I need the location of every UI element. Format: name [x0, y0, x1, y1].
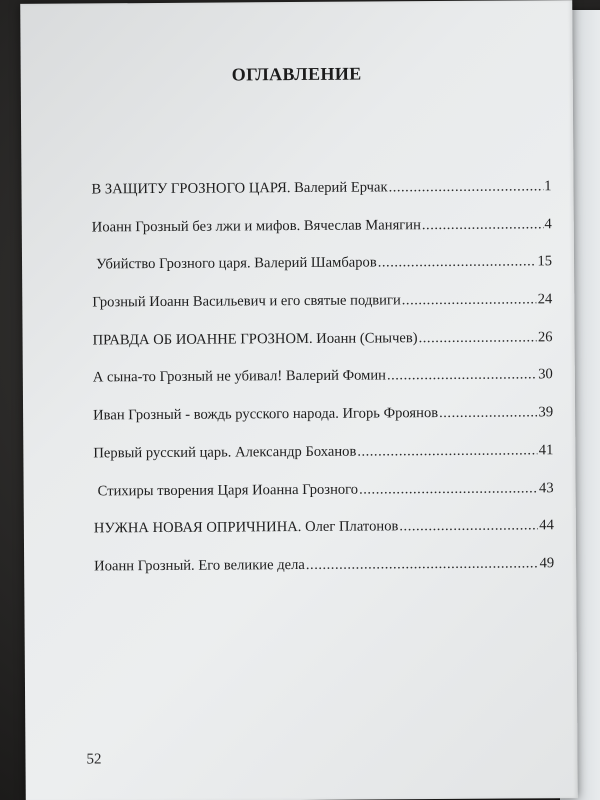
page-number: 52 — [86, 751, 102, 768]
toc-entry-page: 43 — [538, 479, 554, 496]
dot-leader — [387, 367, 537, 385]
toc-entry — [93, 329, 553, 357]
dot-leader — [402, 291, 537, 309]
dot-leader — [306, 555, 539, 574]
table-of-contents — [91, 178, 554, 596]
toc-entry-title: Убийство Грозного царя. Валерий Шамбаров — [95, 254, 377, 273]
toc-entry-page: 4 — [544, 215, 552, 232]
toc-entry-title: Первый русский царь. Александр Боханов — [93, 443, 357, 462]
toc-entry-title: Иоанн Грозный без лжи и мифов. Вячеслав Манягин — [91, 216, 421, 236]
toc-entry-page: 15 — [537, 253, 553, 270]
dot-leader — [357, 442, 538, 460]
toc-entry-page: 24 — [537, 291, 553, 308]
dot-leader — [389, 178, 544, 196]
toc-entry-page: 44 — [539, 517, 554, 534]
dot-leader — [439, 404, 538, 422]
dot-leader — [419, 329, 537, 347]
toc-entry-title: Иоанн Грозный. Его великие дела — [94, 556, 305, 575]
toc-entry-page: 39 — [538, 404, 554, 421]
toc-entry-title: ПРАВДА ОБ ИОАННЕ ГРОЗНОМ. Иоанн (Снычев) — [92, 329, 418, 349]
toc-entry — [92, 216, 552, 244]
toc-entry — [91, 178, 551, 206]
toc-entry-title: Стихиры творения Царя Иоанна Грозного — [97, 481, 359, 499]
toc-entry-page: 1 — [544, 178, 552, 195]
dot-leader — [422, 216, 544, 234]
book-page — [20, 0, 578, 800]
page-title: ОГЛАВЛЕНИЕ — [231, 63, 362, 85]
toc-entry-title: В ЗАЩИТУ ГРОЗНОГО ЦАРЯ. Валерий Ерчак — [91, 179, 388, 198]
toc-entry — [92, 291, 552, 319]
dot-leader — [399, 518, 538, 536]
toc-entry-page: 26 — [537, 328, 553, 346]
toc-entry-page: 30 — [538, 366, 553, 383]
toc-entry-title: А сына-то Грозный не убивал! Валерий Фомин — [92, 367, 387, 386]
dot-leader — [359, 480, 538, 498]
toc-entry-title: НУЖНА НОВАЯ ОПРИЧНИНА. Олег Платонов — [93, 518, 399, 537]
toc-entry — [94, 517, 554, 545]
dot-leader — [378, 254, 537, 272]
toc-entry — [94, 480, 554, 508]
toc-entry-title: Грозный Иоанн Васильевич и его святые подвиги — [92, 292, 401, 311]
toc-entry — [94, 555, 554, 583]
toc-entry-page: 41 — [538, 442, 554, 459]
toc-entry-page: 49 — [539, 555, 555, 572]
toc-entry-title: Иван Грозный - вождь русского народа. Игорь Фроянов — [93, 405, 439, 424]
toc-entry — [93, 442, 553, 470]
toc-entry — [93, 404, 553, 432]
toc-entry — [92, 254, 552, 282]
toc-entry — [93, 367, 553, 395]
